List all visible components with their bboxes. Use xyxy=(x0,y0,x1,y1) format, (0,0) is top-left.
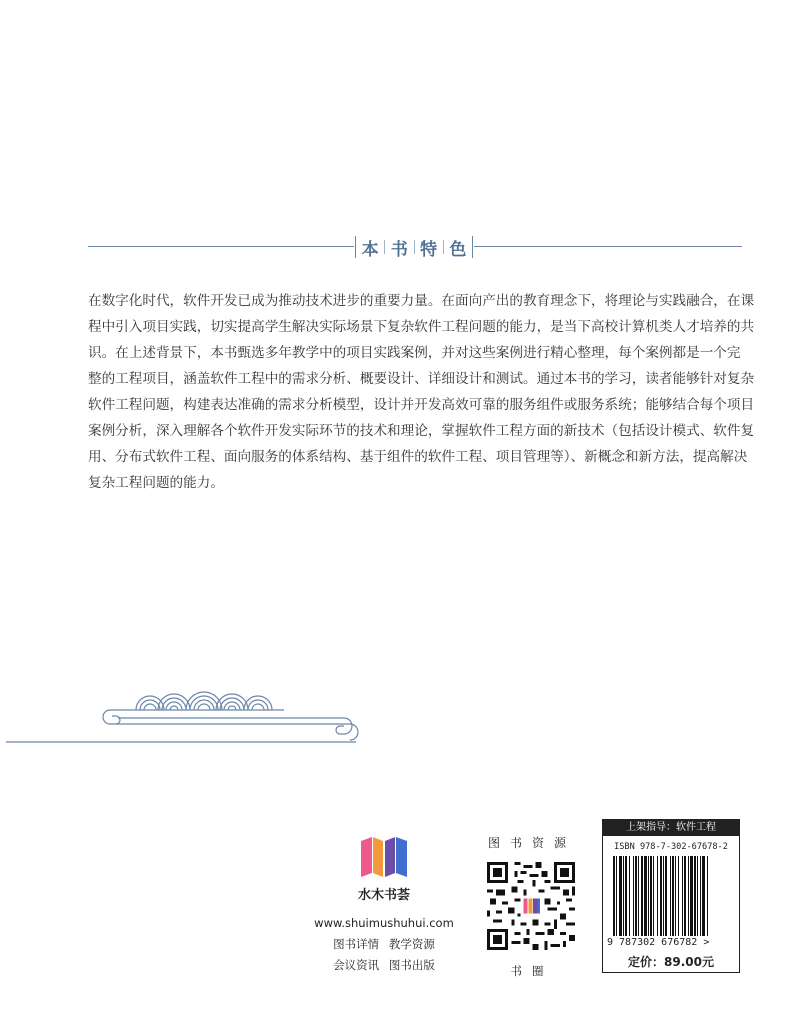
barcode-bar xyxy=(702,856,705,936)
logo-purple-panel xyxy=(385,837,395,877)
heading-rule-right xyxy=(474,246,742,247)
paragraph-line: 案例分析，深入理解各个软件开发实际环节的技术和理论，掌握软件工程方面的新技术（包括设计模式、软件复 xyxy=(88,423,755,439)
heading-bar xyxy=(355,236,356,258)
paragraph-line: 识。在上述背景下，本书甄选多年教学中的项目实践案例，并对这些案例进行精心整理，每个案例都是一个完 xyxy=(88,345,741,361)
paragraph-line: 整的工程项目，涵盖软件工程中的需求分析、概要设计、详细设计和测试。通过本书的学习，读者能够针对复杂 xyxy=(88,371,755,387)
paragraph-line: 用、分布式软件工程、面向服务的体系结构、基于组件的软件工程、项目管理等）、新概念和新方法，提高解决 xyxy=(88,449,748,465)
barcode-bar xyxy=(633,856,634,936)
ornament-arc xyxy=(244,696,272,710)
barcode-bar xyxy=(690,856,693,936)
barcode-digits: 9 787302 676782 > xyxy=(607,937,710,948)
barcode-bar xyxy=(670,856,671,936)
paragraph-line: 在数字化时代，软件开发已成为推动技术进步的重要力量。在面向产出的教育理念下，将理论与实践融合，在课 xyxy=(88,293,755,309)
barcode-bar xyxy=(644,856,647,936)
barcode-bar xyxy=(657,856,658,936)
publisher-name: 水木书荟 xyxy=(357,888,410,903)
barcode-bar xyxy=(616,856,617,936)
barcode-box xyxy=(602,819,740,973)
heading-char: 书 xyxy=(390,239,408,260)
barcode-bar xyxy=(625,856,627,936)
barcode-bar xyxy=(678,856,679,936)
qr-caption: 书圈 xyxy=(510,964,554,978)
barcode-bar xyxy=(700,856,701,936)
barcode-bar xyxy=(635,856,637,936)
barcode-bar xyxy=(629,856,630,936)
price: 定价：89.00元 xyxy=(628,955,714,969)
publisher-links-row-1: 图书详情 教学资源 xyxy=(333,937,435,951)
qr-code-icon[interactable] xyxy=(487,862,575,950)
heading-rule-left xyxy=(88,246,354,247)
publisher-url[interactable]: www.shuimushuhui.com xyxy=(314,916,454,930)
barcode-bar xyxy=(675,856,676,936)
scroll-right-curl xyxy=(336,718,352,734)
barcode-bar xyxy=(648,856,649,936)
qr-title: 图书资源 xyxy=(488,836,577,850)
paragraph-line: 复杂工程问题的能力。 xyxy=(88,475,224,491)
features-paragraph xyxy=(88,288,755,496)
publisher-logo-icon xyxy=(361,837,407,877)
barcode-icon xyxy=(613,856,731,936)
barcode-bar xyxy=(613,856,615,936)
ornament-arc xyxy=(158,694,190,710)
paragraph-line: 软件工程问题，构建表达准确的需求分析模型，设计并开发高效可靠的服务组件或服务系统；能够结合每个项目 xyxy=(88,397,755,413)
wave-ornament xyxy=(0,680,380,750)
barcode-bar xyxy=(672,856,674,936)
barcode-bar xyxy=(694,856,696,936)
barcode-bar xyxy=(623,856,624,936)
heading-separator xyxy=(414,240,415,254)
barcode-bar xyxy=(641,856,643,936)
heading-bar xyxy=(472,236,473,258)
heading-char: 特 xyxy=(420,239,438,260)
heading-separator xyxy=(443,240,444,254)
barcode-bar xyxy=(619,856,622,936)
barcode-bar xyxy=(653,856,654,936)
shelving-category: 上架指导：软件工程 xyxy=(603,820,739,836)
section-heading xyxy=(355,232,473,262)
logo-pink-panel xyxy=(361,837,372,877)
heading-separator xyxy=(384,240,385,254)
scroll-right-curl xyxy=(350,724,358,740)
barcode-bar xyxy=(650,856,652,936)
barcode-bar xyxy=(707,856,708,936)
barcode-bar xyxy=(665,856,667,936)
isbn-text: ISBN 978-7-302-67678-2 xyxy=(614,842,728,852)
heading-char: 色 xyxy=(449,239,467,260)
barcode-bar xyxy=(688,856,689,936)
scroll-left-curl xyxy=(103,710,120,724)
publisher-links-row-2: 会议资讯 图书出版 xyxy=(333,958,435,972)
paragraph-line: 程中引入项目实践，切实提高学生解决实际场景下复杂软件工程问题的能力，是当下高校计算机类人才培养的共 xyxy=(88,319,755,335)
barcode-bar xyxy=(697,856,698,936)
logo-blue-panel xyxy=(396,837,407,877)
barcode-bar xyxy=(663,856,664,936)
barcode-bar xyxy=(682,856,683,936)
barcode-bar xyxy=(684,856,686,936)
heading-char: 本 xyxy=(361,239,379,260)
barcode-bar xyxy=(638,856,639,936)
barcode-bar xyxy=(660,856,662,936)
logo-orange-panel xyxy=(373,837,383,877)
